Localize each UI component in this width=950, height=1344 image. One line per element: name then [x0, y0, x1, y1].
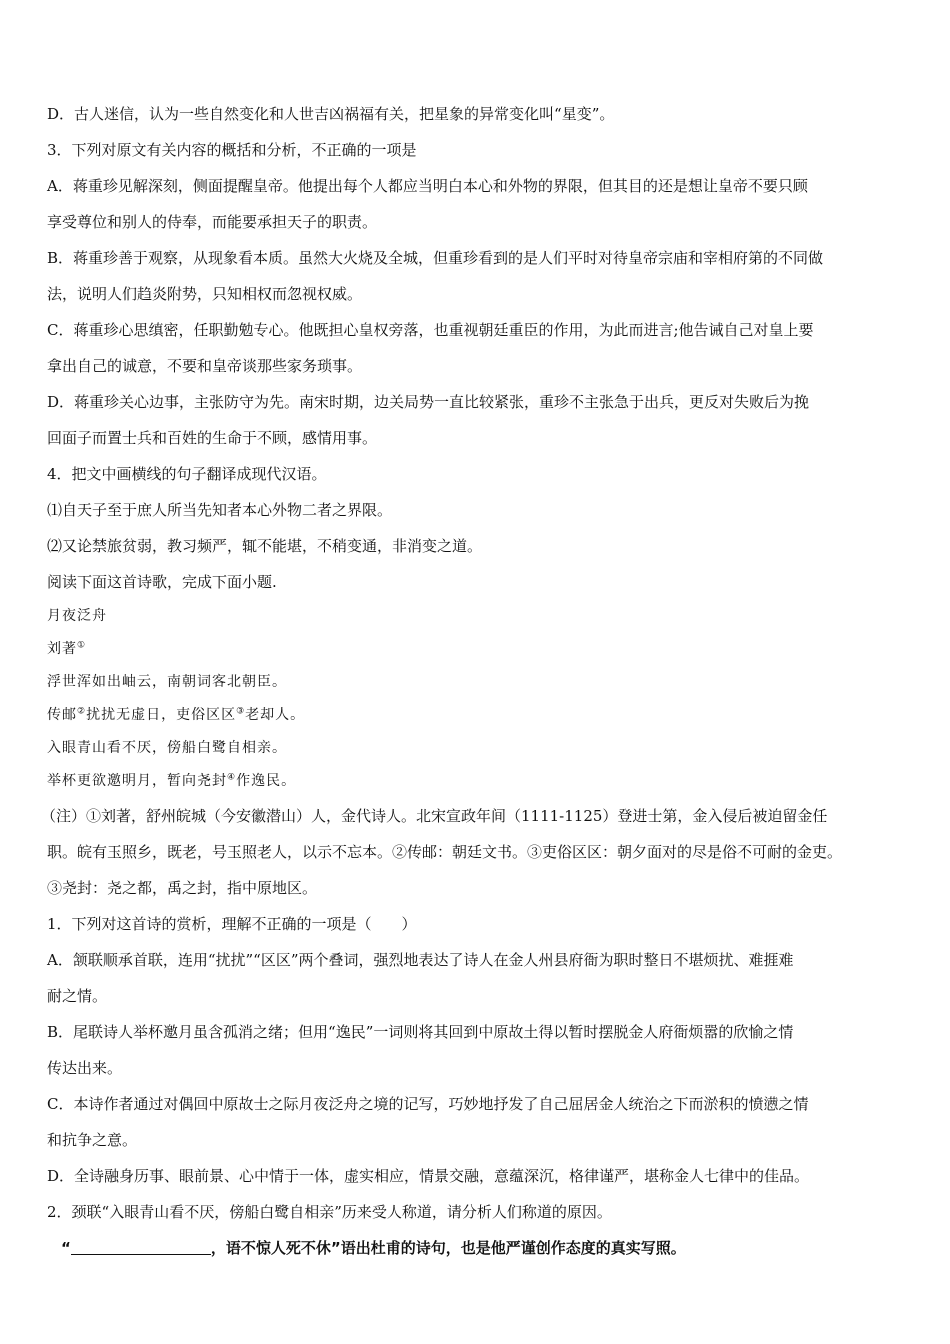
s1-option-c-line1: C．本诗作者通过对偶回中原故士之际月夜泛舟之境的记写，巧妙地抒发了自己屈居金人统治之下而淤积的愤懑之情 — [47, 1095, 809, 1113]
q2-option-d: D．古人迷信，认为一些自然变化和人世吉凶祸福有关，把星象的异常变化叫“星变”。 — [47, 105, 615, 123]
s1-option-b-line1: B．尾联诗人举杯邀月虽含孤消之绪；但用“逸民”一词则将其回到中原故土得以暂时摆脱金人府衙烦嚣的欣愉之情 — [47, 1023, 794, 1041]
poem-line-2: 传邮②扰扰无虚日，吏俗区区③老却人。 — [47, 706, 306, 723]
s1-option-d: D．全诗融身历事、眼前景、心中情于一体，虚实相应，情景交融，意蕴深沉，格律谨严，堪称金人七律中的佳品。 — [47, 1167, 810, 1185]
sub-question-1: 1．下列对这首诗的赏析，理解不正确的一项是（ ） — [47, 915, 417, 933]
s1-option-b-line2: 传达出来。 — [47, 1059, 123, 1077]
s1-option-c-line2: 和抗争之意。 — [47, 1131, 138, 1149]
s1-option-a-line1: A．颔联顺承首联，连用“扰扰”“区区”两个叠词，强烈地表达了诗人在金人州县府衙为职时整日不堪烦扰、难捱难 — [47, 951, 794, 969]
poem-title: 月夜泛舟 — [47, 608, 107, 624]
poem-author: 刘著① — [47, 640, 87, 657]
answer-blank[interactable] — [71, 1238, 211, 1255]
q3-option-c-line2: 拿出自己的诚意，不要和皇帝谈那些家务琐事。 — [47, 357, 363, 375]
q4-item-2: ⑵又论禁旅贫弱，教习频严，辄不能堪，不稍变通，非消变之道。 — [47, 537, 483, 555]
s1-option-a-line2: 耐之情。 — [47, 987, 108, 1005]
reading-intro: 阅读下面这首诗歌，完成下面小题. — [47, 573, 277, 591]
poem-line-3: 入眼青山看不厌，傍船白鹭自相亲。 — [47, 740, 287, 756]
poem-line-4: 举杯更欲邀明月，暂向尧封④作逸民。 — [47, 772, 297, 789]
question-3: 3．下列对原文有关内容的概括和分析，不正确的一项是 — [47, 141, 417, 159]
question-4: 4．把文中画横线的句子翻译成现代汉语。 — [47, 465, 327, 483]
q3-option-a-line1: A．蒋重珍见解深刻，侧面提醒皇帝。他提出每个人都应当明白本心和外物的界限，但其目的还是想让皇帝不要只顾 — [47, 177, 808, 195]
note-line-1: （注）①刘著，舒州皖城（今安徽潜山）人，金代诗人。北宋宣政年间（1111-1125）登进士第，金入侵后被迫留金任 — [41, 807, 828, 825]
q4-item-1: ⑴自天子至于庶人所当先知者本心外物二者之界限。 — [47, 501, 393, 519]
q3-option-b-line2: 法，说明人们趋炎附势，只知相权而忽视权威。 — [47, 285, 363, 303]
q3-option-d-line1: D．蒋重珍关心边事，主张防守为先。南宋时期，边关局势一直比较紧张，重珍不主张急于出兵，更反对失败后为挽 — [47, 393, 810, 411]
document-page — [41, 96, 917, 1266]
note-line-2: 职。皖有玉照乡，既老，号玉照老人，以示不忘本。②传邮：朝廷文书。③吏俗区区：朝夕面对的尽是俗不可耐的金吏。 — [47, 843, 843, 861]
poem-line-1: 浮世浑如出岫云，南朝词客北朝臣。 — [47, 674, 287, 690]
q3-option-c-line1: C．蒋重珍心思缜密，任职勤勉专心。他既担心皇权旁落，也重视朝廷重臣的作用，为此而进言;他告诫自己对皇上要 — [47, 321, 814, 339]
q3-option-a-line2: 享受尊位和别人的侍奉，而能要承担天子的职责。 — [47, 213, 378, 231]
q3-option-b-line1: B．蒋重珍善于观察，从现象看本质。虽然大火烧及全城，但重珍看到的是人们平时对待皇帝宗庙和宰相府第的不同做 — [47, 249, 824, 267]
q3-option-d-line2: 回面子而置士兵和百姓的生命于不顾，感情用事。 — [47, 429, 378, 447]
note-line-3: ③尧封：尧之都，禹之封，指中原地区。 — [47, 879, 318, 897]
sub-question-2: 2．颈联“入眼青山看不厌，傍船白鹭自相亲”历来受人称道，请分析人们称道的原因。 — [47, 1203, 612, 1221]
fill-blank-question: “ ，语不惊人死不休”语出杜甫的诗句，也是他严谨创作态度的真实写照。 — [61, 1239, 686, 1257]
